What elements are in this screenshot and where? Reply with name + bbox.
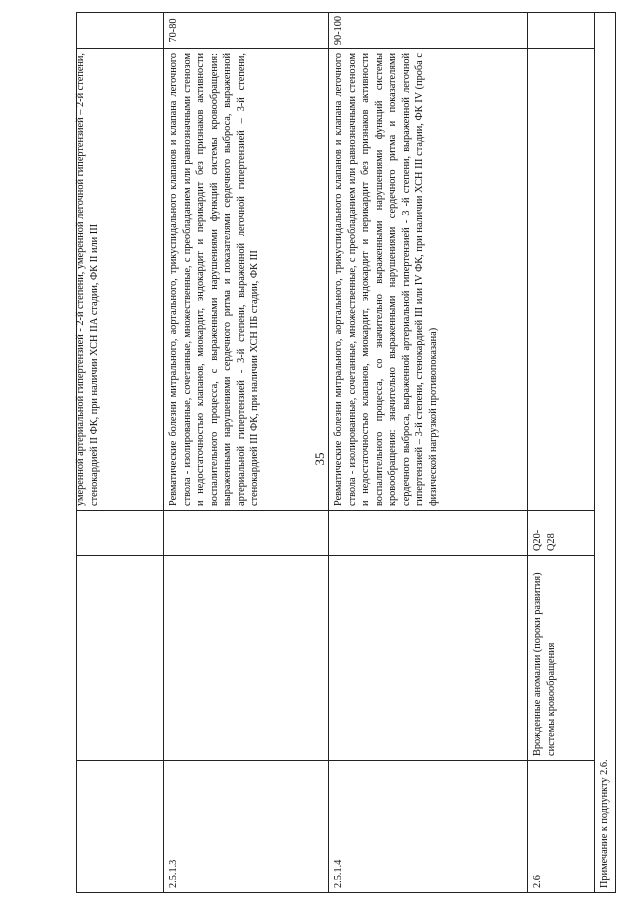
percent-cell	[77, 13, 164, 49]
table-note: Примечание к подпункту 2.6.	[595, 13, 616, 893]
description-cell	[77, 49, 164, 511]
table-row	[329, 13, 528, 893]
disability-criteria-table	[76, 12, 616, 893]
name-cell	[329, 556, 528, 761]
percent-cell: 90-100	[329, 13, 528, 49]
description-cell: Ревматические болезни митрального, аортального, трикуспидального клапанов и клапана легочного ствола - изолированные, сочетанные, множественные, с преобладанием или равнозначными стенозом и недостаточностью клапанов, миокардит, эндокардит и перикардит без признаков активности воспалительного процесса, с выраженными нарушениями функций системы кровообращения: выраженными нарушениями сердечного ритма и показателями сердечного выброса, выраженной артериальной гипертензией - 3-й степени, выраженной легочной гипертензией – 3-й степени, стенокардией III ФК, при наличии ХСН IIБ стадии, ФК III	[164, 49, 329, 511]
code-cell: 2.5.1.3	[164, 761, 329, 893]
page-number: 35	[312, 452, 327, 466]
description-text: умеренной артериальной гипертензией - 2-й степени, умеренной легочной гипертензией – 2-й степени, стенокардией II ФК, при наличии ХСН IIА стадии, ФК II или III	[75, 53, 100, 506]
mkb-cell: Q20-Q28	[528, 511, 595, 556]
rotated-table-container	[75, 13, 610, 893]
name-cell: Врожденные аномалии (пороки развития) системы кровообращения	[528, 556, 595, 761]
name-cell	[164, 556, 329, 761]
table-note-row	[595, 13, 616, 893]
code-cell: 2.6	[528, 761, 595, 893]
mkb-cell	[164, 511, 329, 556]
mkb-cell	[329, 511, 528, 556]
percent-cell	[528, 13, 595, 49]
mkb-cell	[77, 511, 164, 556]
table-row-continuation	[77, 13, 164, 893]
description-cell	[528, 49, 595, 511]
table-row	[164, 13, 329, 893]
description-cell: Ревматические болезни митрального, аортального, трикуспидального клапанов и клапана легочного ствола - изолированные, сочетанные, множественные, с преобладанием или равнозначными стенозом и недостаточностью клапанов, миокардит, эндокардит и перикардит без признаков активности воспалительного процесса, со значительно выраженными нарушениями функций системы кровообращения: значительно выраженными нарушениями сердечного ритма и показателями сердечного выброса, выраженной артериальной гипертензией - 3 -й степени, выраженной легочной гипертензией – 3-й степени, стенокардией III или IV ФК, при наличии ХСН III стадии, ФК IV (проба с физической нагрузкой противопоказана)	[329, 49, 528, 511]
percent-cell: 70-80	[164, 13, 329, 49]
code-cell: 2.5.1.4	[329, 761, 528, 893]
table-row	[528, 13, 595, 893]
code-cell	[77, 761, 164, 893]
name-cell	[77, 556, 164, 761]
